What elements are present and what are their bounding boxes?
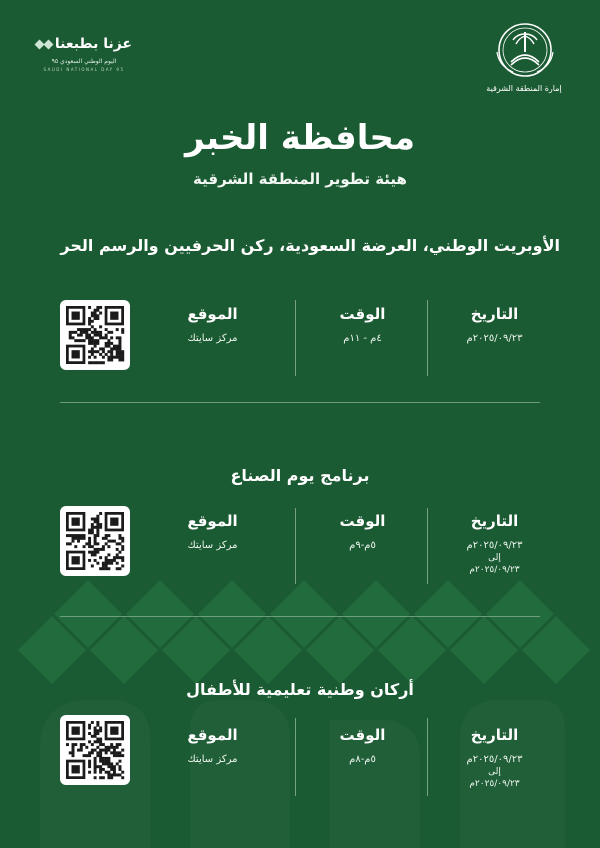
- divider: [427, 508, 428, 584]
- event-3-date: [432, 726, 557, 789]
- location-label: الموقع: [187, 305, 238, 323]
- divider: [295, 300, 296, 376]
- divider: [427, 300, 428, 376]
- date-to-label: إلى: [488, 553, 501, 563]
- brand-subtitle: اليوم الوطني السعودي ٩٥: [51, 58, 117, 65]
- location-label: الموقع: [187, 726, 238, 744]
- date-label: التاريخ: [470, 512, 519, 530]
- qr-code-icon: [60, 715, 130, 785]
- emblem-label: إمارة المنطقة الشرقية: [486, 84, 562, 93]
- section-divider: [60, 616, 540, 617]
- event-3-location: [140, 726, 285, 765]
- time-value: ٥م-٨م: [349, 754, 376, 765]
- event-2-location: [140, 512, 285, 551]
- time-value: ٤م - ١١م: [343, 333, 382, 344]
- qr-code-icon: [60, 506, 130, 576]
- event-1-title: الأوبريت الوطني، العرضة السعودية، ركن الحرفيين والرسم الحر: [60, 236, 560, 255]
- page-subtitle: هيئة تطوير المنطقة الشرقية: [193, 170, 407, 188]
- time-value: ٥م-٩م: [349, 540, 376, 551]
- event-2-qr-code[interactable]: [60, 506, 130, 576]
- date-end-value: ٢٠٢٥/٠٩/٢٣م: [469, 779, 520, 789]
- event-1-time: [300, 305, 425, 344]
- event-1-date: [432, 305, 557, 344]
- date-value: ٢٠٢٥/٠٩/٢٣م: [466, 540, 523, 551]
- location-value: مركز سايتك: [187, 540, 238, 551]
- date-end-value: ٢٠٢٥/٠٩/٢٣م: [469, 565, 520, 575]
- divider: [427, 718, 428, 796]
- event-1-qr-code[interactable]: [60, 300, 130, 370]
- date-label: التاريخ: [470, 726, 519, 744]
- divider: [295, 508, 296, 584]
- palm-swords-emblem-icon: [489, 22, 561, 78]
- diamond-pattern-decoration: [0, 580, 600, 848]
- national-day-logo: [32, 33, 136, 75]
- event-3-title: أركان وطنية تعليمية للأطفال: [186, 680, 414, 699]
- date-to-label: إلى: [488, 767, 501, 777]
- date-label: التاريخ: [470, 305, 519, 323]
- event-3-qr-code[interactable]: [60, 715, 130, 785]
- qr-code-icon: [60, 300, 130, 370]
- brand-name: عزنا بطبعنا: [54, 36, 132, 52]
- date-value: ٢٠٢٥/٠٩/٢٣م: [466, 333, 523, 344]
- location-value: مركز سايتك: [187, 333, 238, 344]
- time-label: الوقت: [339, 512, 386, 530]
- diamond-icon: [36, 41, 52, 48]
- event-2-time: [300, 512, 425, 551]
- location-label: الموقع: [187, 512, 238, 530]
- event-2-title: برنامج يوم الصناع: [230, 466, 370, 485]
- location-value: مركز سايتك: [187, 754, 238, 765]
- event-1-location: [140, 305, 285, 344]
- section-divider: [60, 402, 540, 403]
- divider: [295, 718, 296, 796]
- time-label: الوقت: [339, 726, 386, 744]
- time-label: الوقت: [339, 305, 386, 323]
- page-title: محافظة الخبر: [184, 118, 416, 158]
- brand-english: SAUDI NATIONAL DAY 95: [43, 67, 125, 72]
- event-3-time: [300, 726, 425, 765]
- date-value: ٢٠٢٥/٠٩/٢٣م: [466, 754, 523, 765]
- event-2-date: [432, 512, 557, 575]
